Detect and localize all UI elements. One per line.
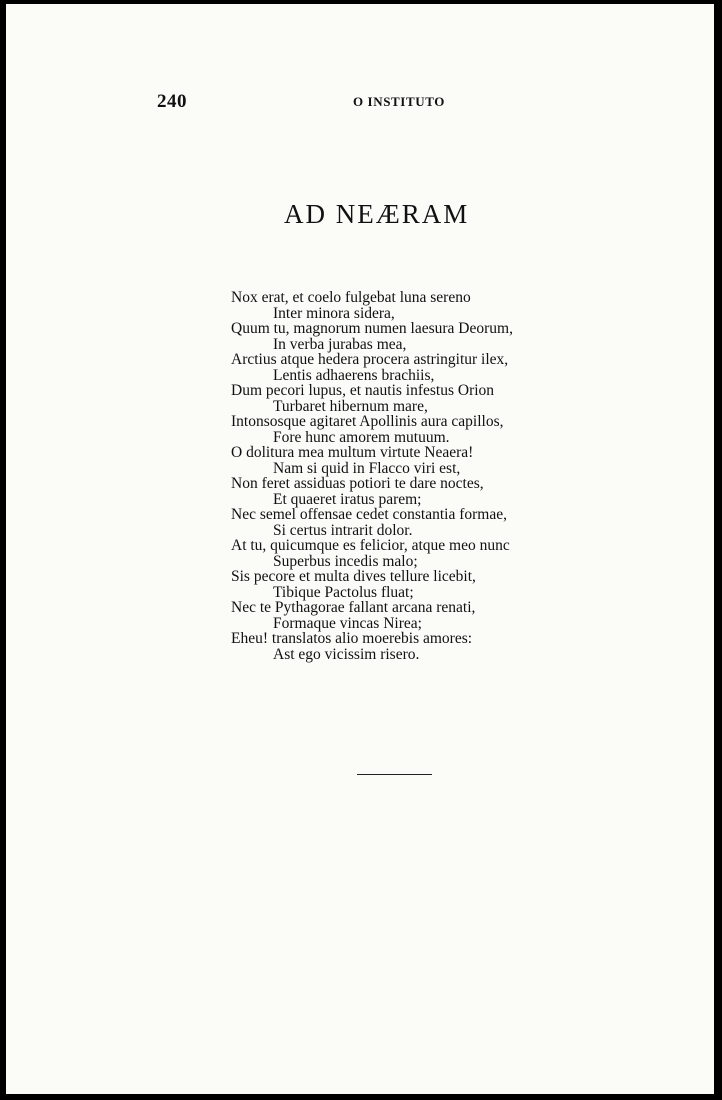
page <box>6 4 714 1094</box>
verse-line: Nec semel offensae cedet constantia formae, <box>231 506 507 523</box>
verse-line: Intonsosque agitaret Apollinis aura capillos, <box>231 413 504 430</box>
verse-line: In verba jurabas mea, <box>273 335 407 353</box>
verse-line: Et quaeret iratus parem; <box>273 490 422 508</box>
verse-line: Si certus intrarit dolor. <box>273 521 413 539</box>
verse-line: Nam si quid in Flacco viri est, <box>273 459 461 477</box>
running-header <box>157 91 457 115</box>
verse-line: Turbaret hibernum mare, <box>273 397 428 415</box>
verse-line: Inter minora sidera, <box>273 304 395 322</box>
verse-line: Dum pecori lupus, et nautis infestus Orion <box>231 382 495 399</box>
verse-line: Formaque vincas Nirea; <box>273 614 422 632</box>
verse-line: Ast ego vicissim risero. <box>273 645 420 663</box>
poem-title: AD NEÆRAM <box>284 199 470 229</box>
verse-line: Arctius atque hedera procera astringitur ilex, <box>231 351 509 368</box>
page-number: 240 <box>157 91 187 112</box>
verse-line: Superbus incedis malo; <box>273 552 418 570</box>
verse-line: Lentis adhaerens brachiis, <box>273 366 435 384</box>
running-title: O INSTITUTO <box>353 94 445 109</box>
verse-line: O dolitura mea multum virtute Neaera! <box>231 444 474 461</box>
verse-line: Nox erat, et coelo fulgebat luna sereno <box>231 289 471 306</box>
verse-line: At tu, quicumque es felicior, atque meo nunc <box>231 537 510 554</box>
verse-line: Eheu! translatos alio moerebis amores: <box>231 630 473 647</box>
verse-line: Sis pecore et multa dives tellure licebit, <box>231 568 476 585</box>
verse-line: Fore hunc amorem mutuum. <box>273 428 450 446</box>
section-divider <box>357 774 432 775</box>
poem-body <box>231 290 513 662</box>
verse-line: Tibique Pactolus fluat; <box>273 583 414 601</box>
verse-line: Quum tu, magnorum numen laesura Deorum, <box>231 320 513 337</box>
verse-line: Non feret assiduas potiori te dare noctes, <box>231 475 484 492</box>
verse-line: Nec te Pythagorae fallant arcana renati, <box>231 599 476 616</box>
